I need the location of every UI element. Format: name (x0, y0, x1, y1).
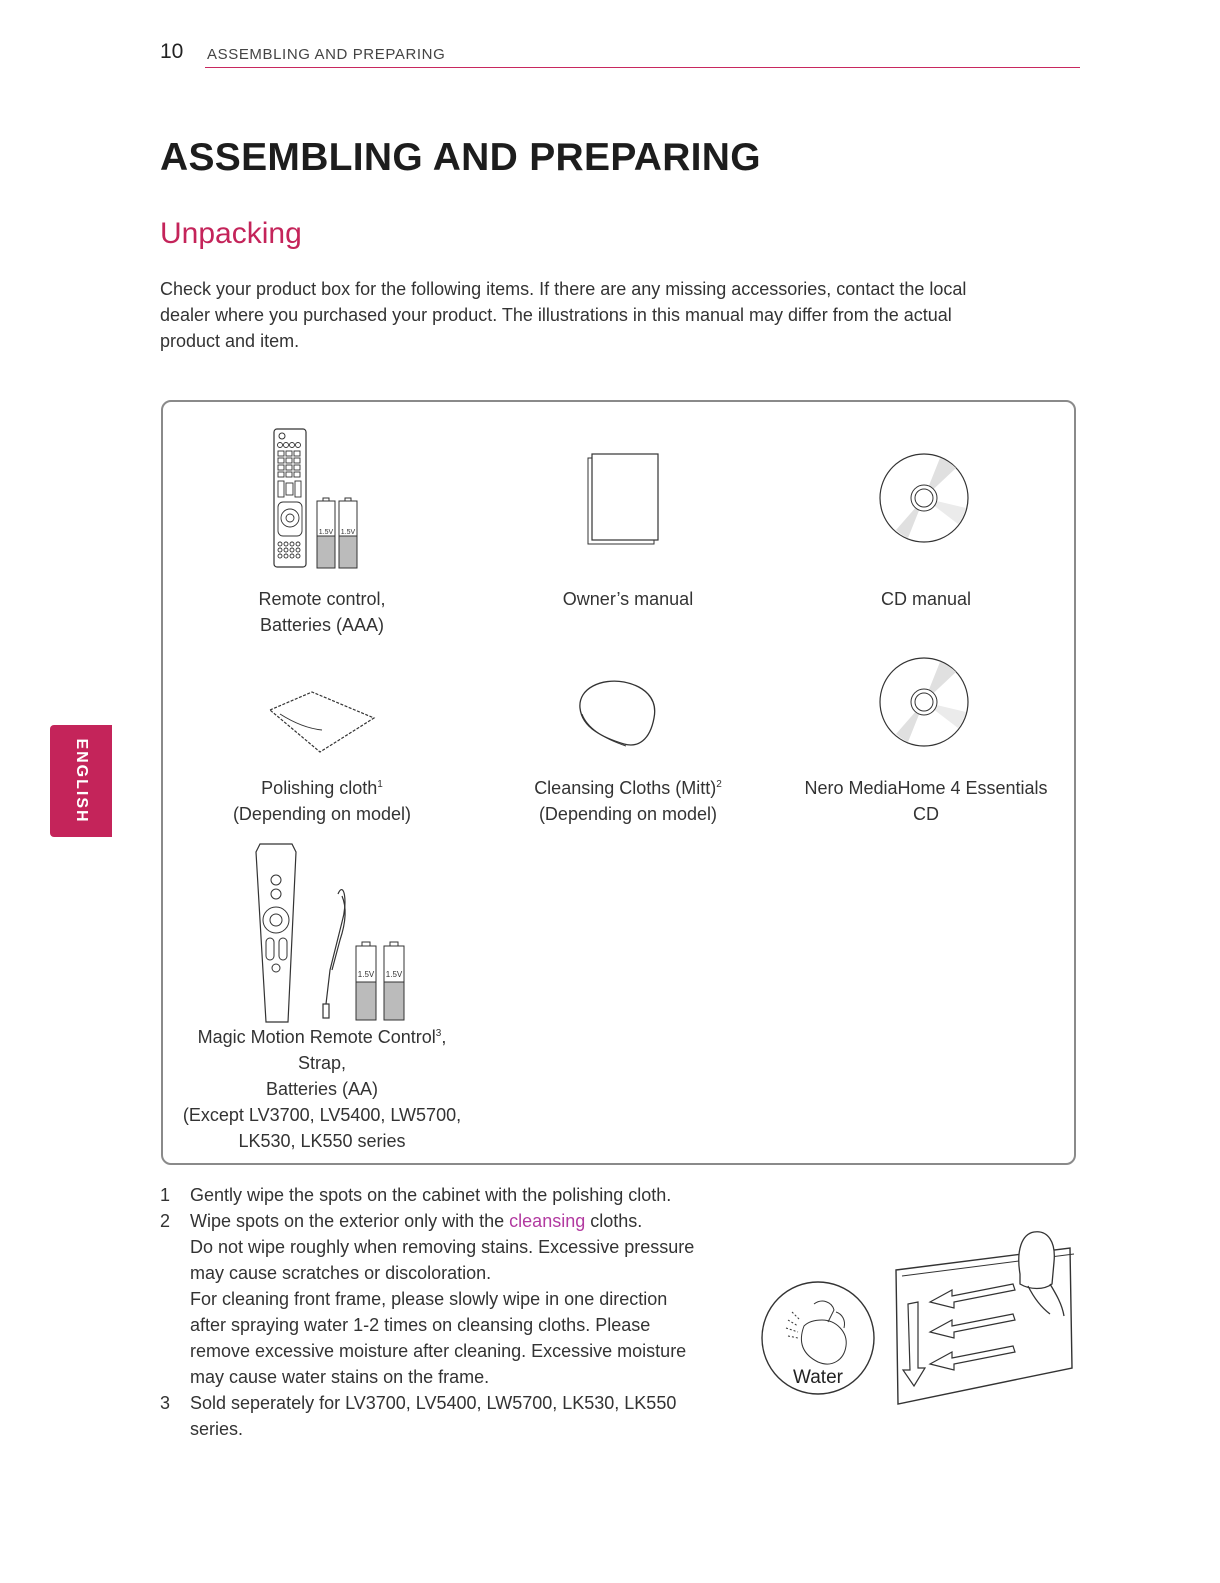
caption-cd-manual: CD manual (880, 589, 972, 609)
remote-control-illustration (270, 428, 370, 570)
magic-remote-illustration (252, 840, 412, 1026)
intro-line: product and item. (160, 331, 300, 351)
owners-manual-illustration (584, 452, 664, 548)
battery-icon (339, 498, 357, 568)
caption-owners-manual: Owner’s manual (562, 589, 694, 609)
caption-remote-control: Remote control, Batteries (AAA) (258, 589, 386, 635)
cleaning-illustration (758, 1228, 1080, 1410)
language-tab (50, 725, 112, 837)
polishing-cloth-illustration (262, 684, 380, 756)
battery-icon (356, 942, 376, 1020)
caption-nero-cd: Nero MediaHome 4 Essentials CD (804, 778, 1048, 824)
page-title: ASSEMBLING AND PREPARING (160, 136, 761, 179)
svg-text:1.5V: 1.5V (357, 970, 375, 979)
footnote: 3 Sold seperately for LV3700, LV5400, LW5700, LK530, LK550 series. (160, 1393, 677, 1439)
battery-icon (384, 942, 404, 1020)
section-title: Unpacking (160, 217, 302, 250)
svg-text:1.5V: 1.5V (385, 970, 403, 979)
water-label: Water (793, 1367, 843, 1388)
cd-disc-icon (878, 452, 970, 544)
strap-icon (323, 890, 345, 1018)
cd-disc-icon (878, 656, 970, 748)
highlighted-word: cleansing (509, 1211, 586, 1231)
language-tab-label: ENGLISH (73, 738, 90, 824)
svg-text:1.5V: 1.5V (340, 529, 356, 536)
footnote: 2 Wipe spots on the exterior only with the cleansing cloths. Do not wipe roughly when removing stains. Excessive pressure may cause scratches or discoloration. For cleaning front frame, please slowly wipe in one direction after spraying water 1-2 times on cleansing cloths. Please remove excessive moisture after cleaning. Excessive moisture may cause water stains on the frame. (160, 1211, 695, 1387)
cleansing-mitt-illustration (574, 676, 660, 750)
footnotes (160, 1182, 760, 1442)
battery-icon (317, 498, 335, 568)
intro-line: Check your product box for the following items. If there are any missing accessories, contact the local (160, 279, 967, 299)
svg-text:1.5V: 1.5V (318, 529, 334, 536)
intro-paragraph (160, 276, 1060, 354)
header-rule (205, 67, 1080, 68)
caption-cleansing-cloths: Cleansing Cloths (Mitt)$^2$ (Depending on model) (534, 778, 722, 824)
footnote: 1 Gently wipe the spots on the cabinet with the polishing cloth. (160, 1185, 672, 1205)
page-number: 10 (160, 40, 184, 63)
caption-polishing-cloth: Polishing cloth$^1$ (Depending on model) (232, 778, 412, 824)
intro-line: dealer where you purchased your product. The illustrations in this manual may differ from the actual (160, 305, 952, 325)
running-header: ASSEMBLING AND PREPARING (207, 46, 446, 63)
caption-magic-remote: Magic Motion Remote Control$^3$, Strap, Batteries (AA) (Except LV3700, LV5400, LW5700, LK530, LK550 series (182, 1027, 462, 1151)
